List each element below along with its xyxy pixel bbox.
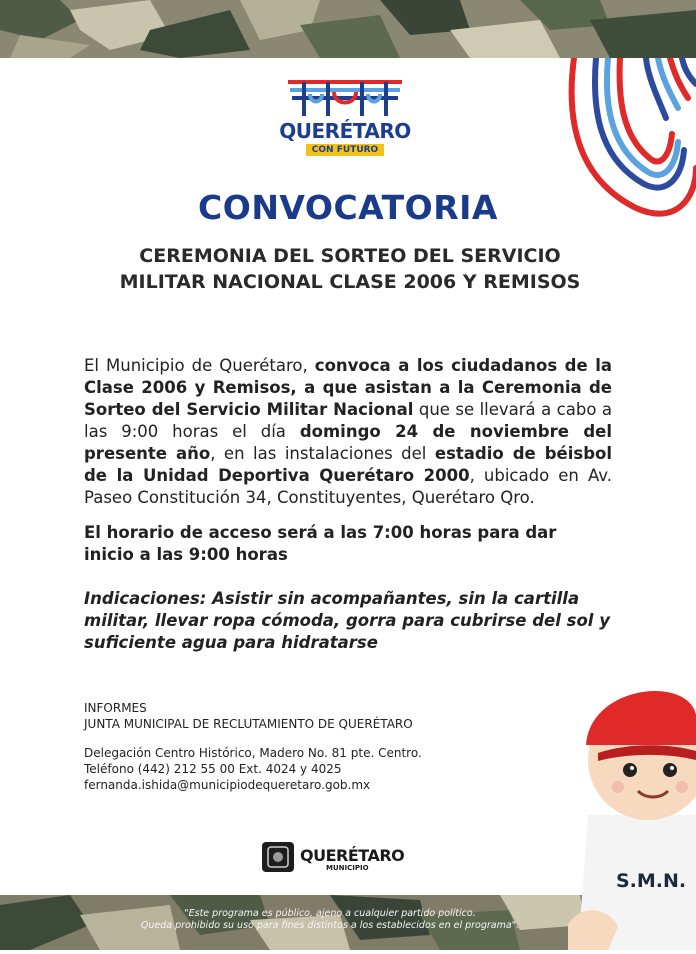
mascot-illustration	[568, 665, 696, 954]
contact-block	[84, 745, 524, 793]
logo-tagline: CON FUTURO	[306, 144, 384, 156]
disclaimer-line-2: Queda prohibido su uso para fines distintos a los establecidos en el programa".	[140, 920, 520, 931]
subtitle-line-2: MILITAR NACIONAL CLASE 2006 Y REMISOS	[119, 271, 581, 293]
text-run: , en las instalaciones del	[210, 444, 435, 463]
text-run-bold: convoca a los ciudadanos de la Clase 2006 y Remisos, a que asistan a la Ceremonia de Sorteo del Servicio Militar Nacional	[84, 356, 613, 419]
text-run-bold: domingo 24 de noviembre del presente año	[84, 422, 612, 463]
announcement-paragraph	[84, 355, 612, 509]
text-run-bold: estadio de béisbol de la Unidad Deportiva Querétaro 2000	[84, 444, 612, 485]
instructions-paragraph: Indicaciones: Asistir sin acompañantes, sin la cartilla militar, llevar ropa cómoda, gorra para cubrirse del sol y suficiente agua para hidratarse	[84, 589, 610, 652]
info-organization: JUNTA MUNICIPAL DE RECLUTAMIENTO DE QUERÉTARO	[84, 717, 413, 731]
camouflage-header-band	[0, 0, 696, 58]
smn-label: S.M.N.	[616, 870, 687, 892]
info-label: INFORMES	[84, 701, 147, 715]
text-run: El Municipio de Querétaro,	[84, 356, 315, 375]
event-subtitle	[80, 243, 620, 295]
legal-disclaimer	[90, 908, 570, 932]
text-run: que se llevará a cabo a las 9:00 horas el día	[84, 400, 612, 441]
logo-wordmark: QUERÉTARO	[279, 119, 411, 143]
schedule-paragraph: El horario de acceso será a las 7:00 horas para dar inicio a las 9:00 horas	[84, 523, 557, 564]
aqueduct-icon	[270, 74, 420, 120]
queretaro-municipio-logo	[262, 842, 412, 874]
logo-subtitle: MUNICIPIO	[326, 864, 369, 872]
disclaimer-line-1: "Este programa es público, ajeno a cualquier partido político.	[184, 908, 476, 919]
coat-of-arms-icon	[262, 842, 294, 872]
queretaro-con-futuro-logo	[270, 74, 420, 164]
contact-address: Delegación Centro Histórico, Madero No. 81 pte. Centro.	[84, 746, 422, 760]
contact-phone: Teléfono (442) 212 55 00 Ext. 4024 y 4025	[84, 762, 342, 776]
info-block	[84, 700, 524, 732]
logo-wordmark: QUERÉTARO	[300, 846, 405, 865]
subtitle-line-1: CEREMONIA DEL SORTEO DEL SERVICIO	[139, 245, 561, 267]
page-title: CONVOCATORIA	[198, 188, 498, 227]
text-run: , ubicado en Av. Paseo Constitución 34, Constituyentes, Querétaro Qro.	[84, 466, 612, 507]
contact-email[interactable]: fernanda.ishida@municipiodequeretaro.gob.mx	[84, 778, 371, 792]
